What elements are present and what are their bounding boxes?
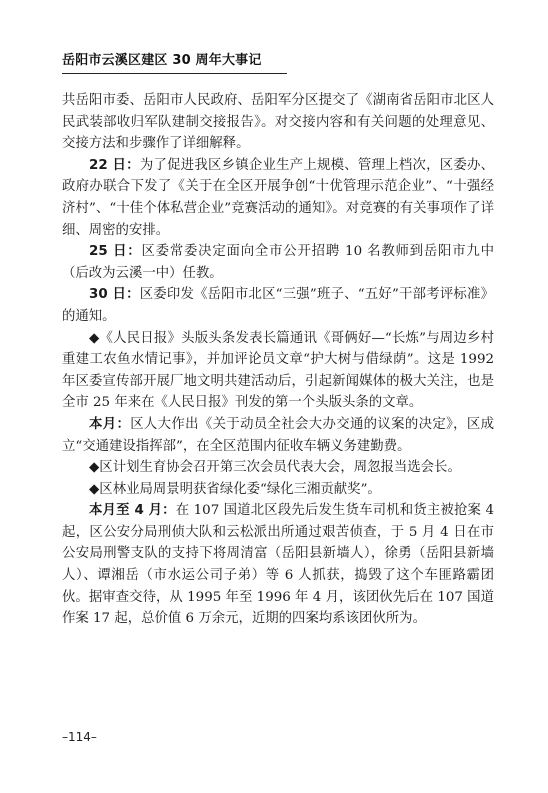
paragraph [62, 479, 494, 501]
entry-date: 22 日： [89, 157, 140, 173]
paragraph [62, 500, 494, 630]
entry-text: ◆区林业局周景明获省绿化委“绿化三湘贡献奖”。 [89, 481, 381, 497]
entry-date: 本月： [89, 416, 131, 432]
entry-date: 本月至 4 月： [89, 503, 176, 519]
paragraph [62, 155, 494, 241]
page-body [62, 90, 494, 630]
entry-text: 区委常委决定面向全市公开招聘 10 名教师到岳阳市九中（后改为云溪一中）任教。 [62, 244, 494, 281]
entry-text: ◆《人民日报》头版头条发表长篇通讯《哥俩好—“长炼”与周边乡村重建工农鱼水情记事》，并加评论员文章“护大树与借绿荫”。这是 1992 年区委宣传部开展厂地文明共建活动后，引起新闻媒体的极大关注，也是全市 25 年来在《人民日报》刊发的第一个头版头条的文章。 [62, 330, 494, 411]
entry-text: ◆区计划生育协会召开第三次会员代表大会，周忽报当选会长。 [89, 460, 461, 476]
entry-text: 在 107 国道北区段先后发生货车司机和货主被抢案 4 起，区公安分局刑侦大队和云松派出所通过艰苦侦查，于 5 月 4 日在市公安局刑警支队的支持下将周清富（岳阳县新墙人），徐勇（岳阳县新墙人）、谭湘岳（市水运公司子弟）等 6 人抓获，捣毁了这个车匪路霸团伙。据审查交待，从 1995 年至 1996 年 4 月，该团伙先后在 107 国道作案 17 起，总价值 6 万余元，近期的四案均系该团伙所为。 [62, 503, 494, 627]
entry-date: 30 日： [89, 287, 140, 303]
entry-text: 为了促进我区乡镇企业生产上规模、管理上档次，区委办、政府办联合下发了《关于在全区开展争创“十优管理示范企业”、“十强经济村”、“十佳个体私营企业”竞赛活动的通知》。对竞赛的有关事项作了详细、周密的安排。 [62, 157, 495, 238]
header-divider [62, 73, 287, 74]
paragraph [62, 241, 494, 284]
entry-text: 共岳阳市委、岳阳市人民政府、岳阳军分区提交了《湖南省岳阳市北区人民武装部收归军队建制交接报告》。对交接内容和有关问题的处理意见、交接方法和步骤作了详细解释。 [62, 93, 494, 152]
entry-date: 25 日： [89, 244, 142, 260]
paragraph [62, 457, 494, 479]
paragraph [62, 328, 494, 414]
page-number: –114– [62, 730, 97, 744]
paragraph [62, 284, 494, 327]
entry-text: 区人大作出《关于动员全社会大办交通的议案的决定》，区成立“交通建设指挥部”，在全区范围内征收车辆义务建勤费。 [62, 416, 494, 454]
running-header: 岳阳市云溪区建区 30 周年大事记 [62, 53, 262, 68]
paragraph [62, 90, 494, 155]
entry-text: 区委印发《岳阳市北区“三强”班子、“五好”干部考评标准》的通知。 [62, 287, 494, 324]
paragraph [62, 414, 494, 457]
